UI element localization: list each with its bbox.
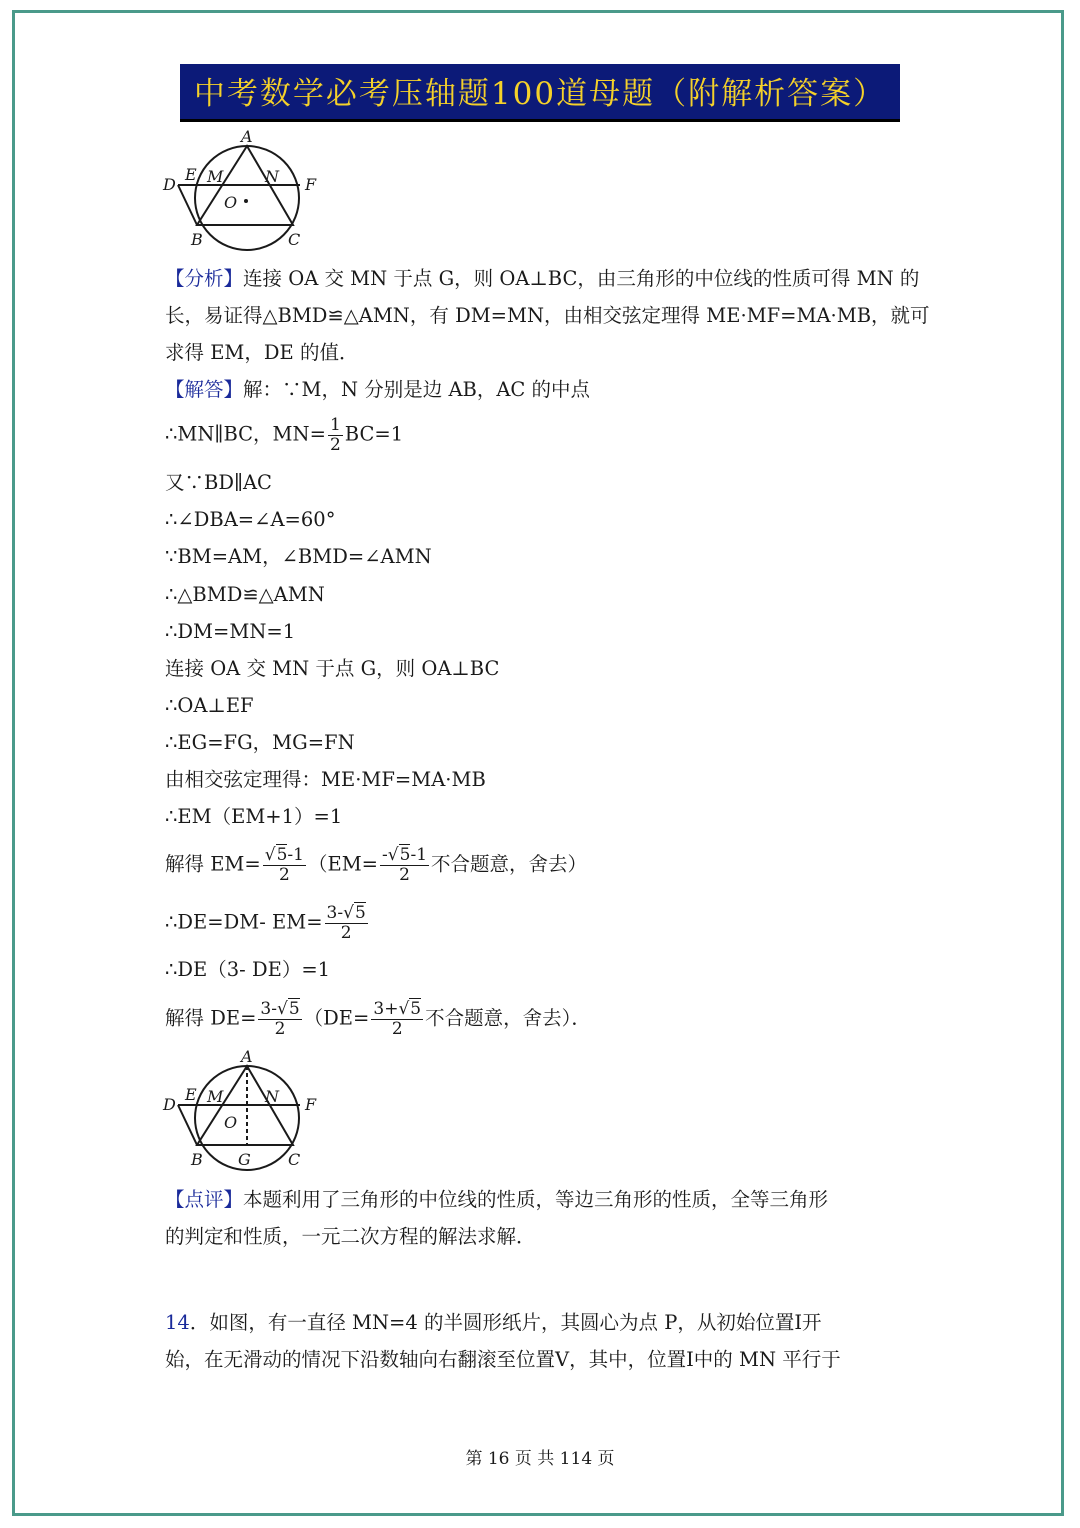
fraction: $\frac{√5-1}{2}$ — [264, 845, 304, 885]
question-number: 14 — [165, 1311, 190, 1334]
solution-step-1: ∴MN∥BC，MN= $\frac{1}{2}$ BC=1 — [165, 415, 404, 455]
solution-step-8: ∴OA⊥EF — [165, 694, 254, 717]
label-e: E — [185, 1085, 197, 1104]
label-o: O — [224, 193, 238, 212]
fraction: $\frac{3-√5}{2}$ — [260, 999, 300, 1039]
question-14-line-1: 14．如图，有一直径 MN=4 的半圆形纸片，其圆心为点 P，从初始位置Ⅰ开 — [165, 1311, 822, 1334]
label-f: F — [305, 175, 317, 194]
label-e: E — [185, 165, 197, 184]
solution-step-6: ∴DM=MN=1 — [165, 620, 296, 643]
label-m: M — [207, 167, 224, 186]
analysis-line-1: 【分析】连接 OA 交 MN 于点 G，则 OA⊥BC，由三角形的中位线的性质可得 MN 的 — [165, 267, 920, 290]
label-b: B — [191, 1150, 203, 1169]
solution-step-12: 解得 EM= $\frac{√5-1}{2}$ （EM= $\frac{-√5-1}{2}$ 不合题意，舍去） — [165, 845, 588, 885]
label-m: M — [207, 1087, 224, 1106]
fraction: $\frac{3+√5}{2}$ — [373, 999, 422, 1039]
fraction: $\frac{-√5-1}{2}$ — [382, 845, 428, 885]
comment-line-1: 【点评】本题利用了三角形的中位线的性质，等边三角形的性质，全等三角形 — [165, 1188, 829, 1211]
fraction: $\frac{1}{2}$ — [329, 415, 341, 455]
solution-step-4: ∵BM=AM，∠BMD=∠AMN — [165, 545, 432, 568]
label-f: F — [305, 1095, 317, 1114]
solution-intro: 【解答】解：∵M，N 分别是边 AB，AC 的中点 — [165, 378, 591, 401]
segment-db — [178, 185, 197, 225]
label-a: A — [241, 1048, 253, 1066]
label-c: C — [288, 1150, 301, 1169]
label-b: B — [191, 230, 203, 249]
solution-step-2: 又∵BD∥AC — [165, 471, 272, 494]
label-g: G — [238, 1150, 251, 1169]
solution-step-7: 连接 OA 交 MN 于点 G，则 OA⊥BC — [165, 657, 500, 680]
analysis-tag: 【分析】 — [165, 267, 244, 290]
analysis-line-3: 求得 EM，DE 的值． — [165, 341, 359, 364]
solution-tag: 【解答】 — [165, 378, 244, 401]
segment-db — [178, 1105, 197, 1145]
geometry-figure-2 — [160, 1048, 325, 1173]
solution-step-3: ∴∠DBA=∠A=60° — [165, 508, 336, 531]
comment-tag: 【点评】 — [165, 1188, 244, 1211]
solution-step-10: 由相交弦定理得：ME·MF=MA·MB — [165, 768, 486, 791]
solution-step-11: ∴EM（EM+1）=1 — [165, 805, 343, 828]
label-n: N — [265, 167, 279, 186]
label-d: D — [163, 1095, 176, 1114]
fraction: $\frac{3-√5}{2}$ — [326, 903, 366, 943]
title-banner — [0, 64, 1080, 122]
geometry-figure-1 — [160, 128, 325, 253]
solution-step-14: ∴DE（3- DE）=1 — [165, 958, 331, 981]
analysis-line-2: 长，易证得△BMD≌△AMN，有 DM=MN，由相交弦定理得 ME·MF=MA·MB，就可 — [165, 304, 930, 327]
solution-step-13: ∴DE=DM- EM= $\frac{3-√5}{2}$ — [165, 903, 366, 943]
page-footer: 第 16 页 共 114 页 — [465, 1449, 615, 1469]
label-n: N — [265, 1087, 279, 1106]
page-title: 中考数学必考压轴题100道母题（附解析答案） — [180, 64, 900, 122]
question-14-line-2: 始，在无滑动的情况下沿数轴向右翻滚至位置Ⅴ，其中，位置Ⅰ中的 MN 平行于 — [165, 1348, 841, 1371]
comment-line-2: 的判定和性质，一元二次方程的解法求解． — [165, 1225, 536, 1248]
solution-step-9: ∴EG=FG，MG=FN — [165, 731, 355, 754]
label-a: A — [241, 128, 253, 146]
label-o: O — [224, 1113, 238, 1132]
label-c: C — [288, 230, 301, 249]
solution-step-5: ∴△BMD≌△AMN — [165, 583, 325, 606]
circle-o — [195, 146, 299, 250]
solution-step-15: 解得 DE= $\frac{3-√5}{2}$ （DE= $\frac{3+√5}{2}$ 不合题意，舍去）． — [165, 999, 591, 1039]
label-d: D — [163, 175, 176, 194]
center-dot — [244, 199, 248, 203]
